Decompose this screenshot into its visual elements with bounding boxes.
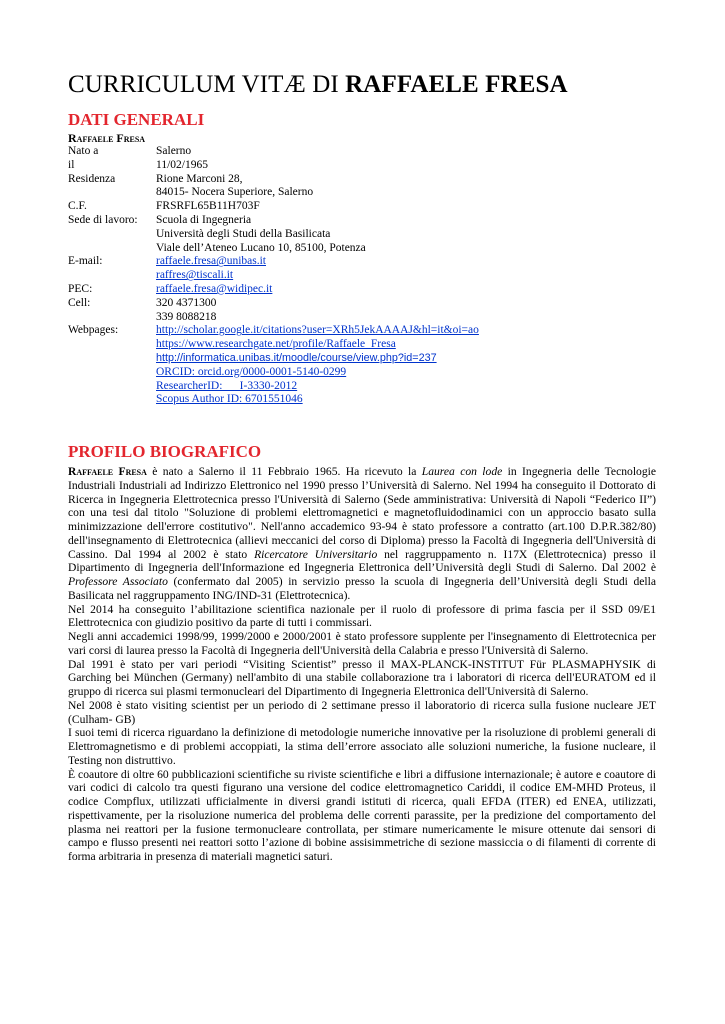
info-row [68,173,479,187]
info-value: Università degli Studi della Basilicata [156,227,331,240]
webpage-row [68,352,479,366]
bio-paragraph: I suoi temi di ricerca riguardano la definizione di metodologie numeriche innovative per la risoluzione di problemi generali di Elettromagnetismo e di problemi accoppiati, la stima dell’errore associato alle soluzioni numeriche, la fusione nucleare, il Testing non distruttivo. [68,726,656,767]
pec-link[interactable]: raffaele.fresa@widipec.it [156,282,273,295]
webpage-link-researchgate[interactable]: https://www.researchgate.net/profile/Raffaele_Fresa [156,338,396,351]
email-link-tiscali[interactable]: raffres@tiscali.it [156,269,234,282]
info-row [68,186,479,200]
info-row [68,228,479,242]
cv-page [68,70,656,864]
bio-paragraph: Nel 2008 è stato visiting scientist per un periodo di 2 settimane presso il laboratorio di ricerca sulla fusione nucleare JET (Culham- GB) [68,698,656,726]
pec-row [68,283,479,297]
cell-row [68,311,479,325]
cell-number: 339 8088218 [156,310,217,323]
webpage-row [68,380,479,394]
webpage-link-scholar[interactable]: http://scholar.google.it/citations?user=XRh5JekAAAAJ&hl=it&oi=ao [156,324,479,337]
email-row [68,255,479,269]
email-row [68,269,479,283]
bio-paragraph: Nel 2014 ha conseguito l’abilitazione scientifica nazionale per il ruolo di professore di prima fascia per il SSD 09/E1 Elettrotecnica con giudizio positivo da parte di tutti i commissari. [68,602,656,630]
general-info-table [68,145,479,407]
info-key: il [68,158,75,171]
info-value: FRSRFL65B11H703F [156,200,260,213]
info-key: Nato a [68,145,99,157]
cell-number: 320 4371300 [156,296,217,309]
bio-heading: PROFILO BIOGRAFICO [68,442,262,462]
title-name: RAFFAELE FRESA [345,71,568,98]
info-key [68,228,156,242]
info-key [68,242,156,256]
webpage-link-orcid[interactable]: ORCID: orcid.org/0000-0001-5140-0299 [156,365,347,378]
bio-paragraph: Dal 1991 è stato per vari periodi “Visiting Scientist” presso il MAX-PLANCK-INSTITUT Für PLASMAPHYSIK di Garching bei München (Germany) nell'ambito di una stabile collaborazione tra i laboratori di ricerca dell'EURATOM ed il gruppo di ricerca sui plasmi termonucleari del Dipartimento di Ingegneria Elettronica dell'Università di Salerno. [68,657,656,699]
bio-name: Raffaele Fresa [68,465,147,479]
info-value: 84015- Nocera Superiore, Salerno [156,186,314,199]
info-row [68,145,479,159]
bio-ricercatore: Ricercatore Universitario [254,547,378,561]
bio-paragraph: Negli anni accademici 1998/99, 1999/2000 e 2000/2001 è stato professore supplente per l'insegnamento di Elettrotecnica per vari corsi di laurea presso la Facoltà di Ingegneria dell'Università della Calabria e presso l'Università di Salerno. [68,630,656,657]
webpages-label: Webpages: [68,324,119,337]
info-row [68,159,479,173]
info-value: Rione Marconi 28, [156,172,243,185]
webpage-row [68,338,479,352]
bio-text-span: è nato a Salerno il 11 Febbraio 1965. Ha ricevuto la [146,465,422,479]
bio-paragraph: È coautore di oltre 60 pubblicazioni scientifiche su riviste scientifiche e libri a diffusione internazionale; è autore e coautore di vari codici di calcolo tra questi figurano una versione del codice elettromagnetico Cariddi, il codice EM-MHD Proteus, il codice Compflux, utilizzati ufficialmente in diversi grandi istituti di ricerca, quali EFDA (ITER) ed ENEA, utilizzati, rispettivamente, per la risoluzione numerica del problema delle correnti parassite, per la predizione del comportamento del plasma nei reattori per la fusione termonucleare controllata, per stimare numericamente le misure ottenute dai sensori di campo e flusso presenti nei reattori sotto l’azione di bobine assisimmetriche di sezione massiccia o di filamenti di corrente di forma arbitraria in presenza di materiali magnetici saturi. [68,767,656,864]
bio-professore: Professore Associato [68,575,168,589]
email-link-unibas[interactable]: raffaele.fresa@unibas.it [156,255,266,268]
info-row [68,214,479,228]
info-key: C.F. [68,200,87,213]
webpage-link-researcherid[interactable]: ResearcherID: I-3330-2012 [156,379,298,392]
webpage-row [68,393,479,407]
bio-laurea: Laurea con lode [421,465,503,479]
bio-text-span: in Ingegneria delle Tecnologie Industriali Industriali ad Indirizzo Elettronico nel 1990 presso l’Università di Salerno. Nel 1994 ha conseguito il Dottorato di Ricerca in Ingegneria Elettrotecnica presso l'Università di Salerno (Sede amministrativa: Università di Napoli “Federico II”) con una tesi dal titolo "Soluzione di problemi elettromagnetici e magnetofluidodinamici con un approccio basato sulla minimizzazione dell'errore costitutivo". Nell'anno accademico 93-94 è stato professore a contratto (art.100 D.P.R.382/80) dell'insegnamento di Elettrotecnica (allievi meccanici del corso di Diploma) presso la Facoltà di Ingegneria dell'Università di Cassino. Dal 1994 al 2002 è stato [68,465,656,561]
bio-paragraph [68,465,656,603]
info-row [68,200,479,214]
info-value: Salerno [156,145,192,157]
bio-section [68,442,656,864]
webpage-row [68,324,479,338]
pec-label: PEC: [68,282,93,295]
info-value: Scuola di Ingegneria [156,213,252,226]
general-section [68,110,656,407]
bio-text-span: (confermato dal 2005) in servizio presso la scuola di Ingegneria dell’Università degli Studi della Basilicata nel raggruppamento ING/IND-31 (Elettrotecnica). [68,575,656,602]
info-key: Residenza [68,172,116,185]
general-heading: DATI GENERALI [68,110,205,129]
page-title [68,70,656,100]
info-key: Sede di lavoro: [68,213,138,226]
webpage-link-scopus[interactable]: Scopus Author ID: 6701551046 [156,393,303,406]
email-label: E-mail: [68,255,103,268]
bio-text-span: nel raggruppamento n. I17X (Elettrotecnica) presso il Dipartimento di Ingegneria dell'Informazione ed Ingegneria Elettronica dell’Università degli Studi di Salerno. Dal 2002 è [68,547,656,575]
cell-label: Cell: [68,296,91,309]
bio-text [68,465,656,864]
webpage-link-moodle[interactable]: http://informatica.unibas.it/moodle/course/view.php?id=237 [156,351,437,364]
cell-row [68,297,479,311]
webpage-row [68,366,479,380]
info-value: 11/02/1965 [156,158,208,171]
general-name: Raffaele Fresa [68,131,146,145]
info-value: Viale dell’Ateneo Lucano 10, 85100, Potenza [156,241,366,254]
title-prefix: CURRICULUM VITÆ DI [68,71,346,98]
info-key [68,186,156,200]
info-row [68,242,479,256]
